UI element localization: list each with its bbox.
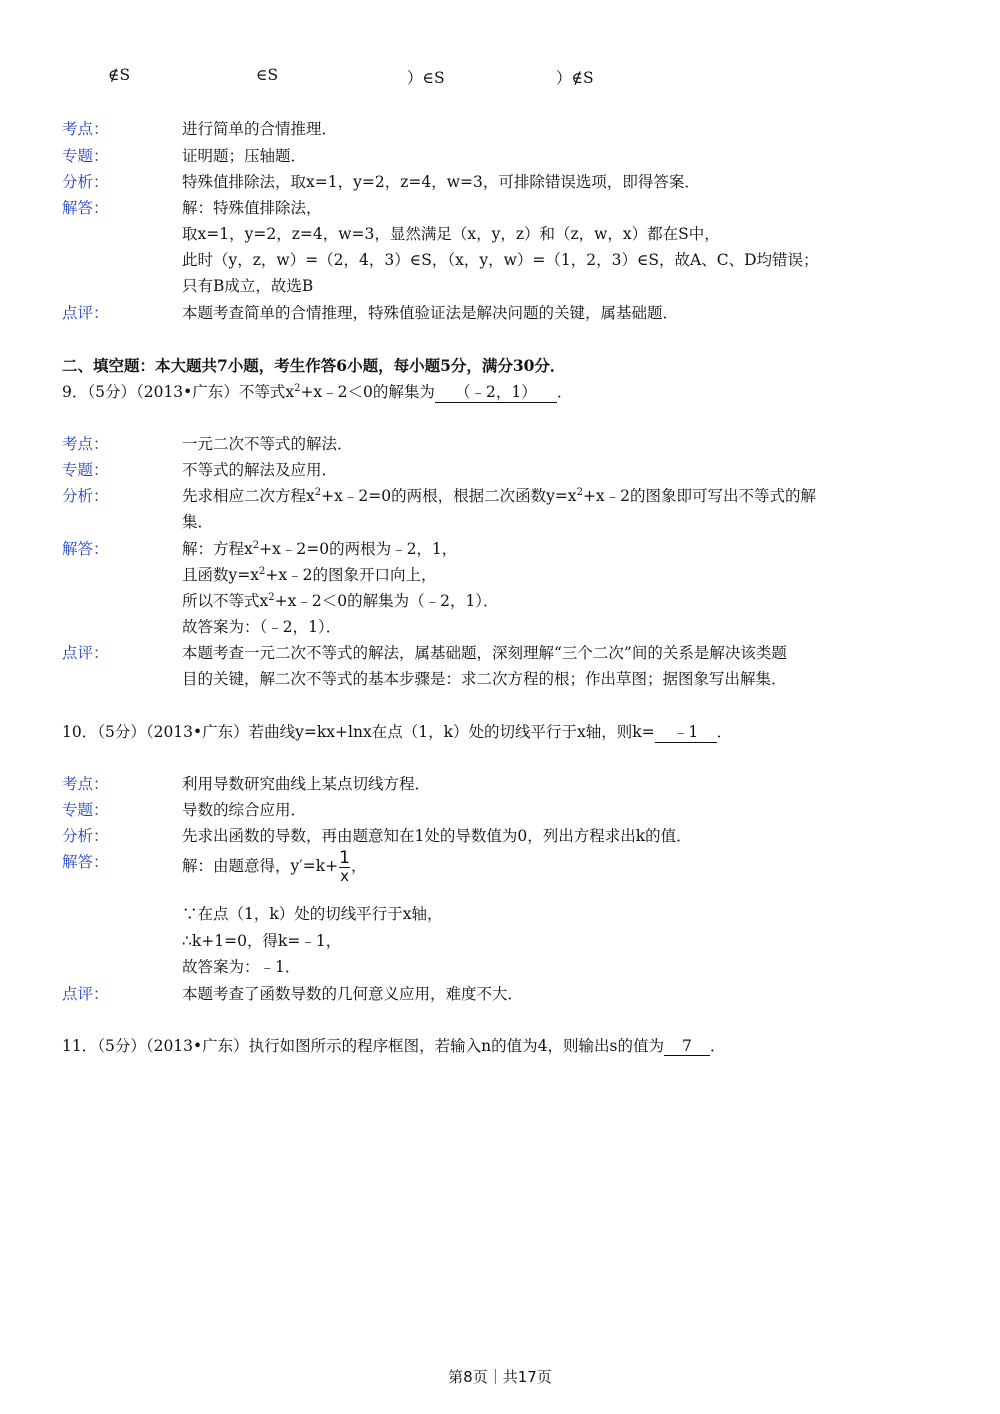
q8-zhuanti-label: 专题： — [62, 147, 109, 165]
q10-jieda-line: 解：由题意得，y′=k+ $\frac{1}{x}$ ， — [182, 848, 367, 885]
q10-dianping: 本题考查了函数导数的几何意义应用，难度不大． — [182, 985, 524, 1003]
option-b-tail: ∈S — [256, 66, 279, 84]
q9-jieda-line: 故答案为：（﹣2，1）． — [182, 618, 342, 636]
q8-kaodian: 进行简单的合情推理． — [182, 120, 338, 138]
q8-fenxi: 特殊值排除法，取x=1，y=2，z=4，w=3，可排除错误选项，即得答案． — [182, 173, 700, 191]
q10-answer: ﹣1 — [655, 720, 717, 743]
q9-fenxi-line: 先求相应二次方程$x^2+x﹣2=0$的两根，根据二次函数$y=x^2+x﹣2$的图象即可写出不等式的解 — [182, 487, 817, 505]
q9-dianping-label: 点评： — [62, 644, 109, 662]
q10-jieda-label: 解答： — [62, 853, 109, 871]
q11-answer: 7 — [664, 1037, 710, 1056]
q10-stem: 10．（5分）（2013•广东）若曲线y=kx+lnx在点（1，k）处的切线平行于x轴，则k= ﹣1 ． — [62, 720, 732, 743]
option-d-tail: ）∉S — [556, 69, 594, 87]
q8-jieda-line: 取x=1，y=2，z=4，w=3，显然满足（x，y，z）和（z，w，x）都在S中， — [182, 225, 720, 243]
q9-jieda-line: 所以不等式$x^2+x﹣2<0$的解集为（﹣2，1）． — [182, 592, 499, 610]
q9-kaodian: 一元二次不等式的解法． — [182, 435, 353, 453]
q8-zhuanti: 证明题；压轴题． — [182, 147, 307, 165]
q10-dianping-label: 点评： — [62, 985, 109, 1003]
q9-fenxi-line: 集． — [182, 513, 214, 531]
page-footer: 第8页｜共17页 — [448, 1368, 552, 1386]
q9-dianping-line: 目的关键，解二次不等式的基本步骤是：求二次方程的根；作出草图；据图象写出解集． — [182, 670, 787, 688]
q10-jieda-line: ∴k+1=0，得k=﹣1， — [182, 932, 342, 950]
q10-zhuanti: 导数的综合应用． — [182, 801, 307, 819]
q9-jieda-label: 解答： — [62, 540, 109, 558]
q8-jieda-line: 解：特殊值排除法， — [182, 199, 322, 217]
q11-stem: 11．（5分）（2013•广东）执行如图所示的程序框图，若输入n的值为4，则输出s的值为 7 ． — [62, 1037, 726, 1055]
q10-fenxi: 先求出函数的导数，再由题意知在1处的导数值为0，列出方程求出k的值． — [182, 827, 692, 845]
q9-zhuanti-label: 专题： — [62, 461, 109, 479]
section-heading: 二、填空题：本大题共7小题，考生作答6小题，每小题5分，满分30分． — [62, 356, 566, 375]
q8-dianping: 本题考查简单的合情推理，特殊值验证法是解决问题的关键，属基础题． — [182, 304, 679, 322]
q10-zhuanti-label: 专题： — [62, 801, 109, 819]
q9-answer: （﹣2，1） — [435, 380, 557, 403]
q8-kaodian-label: 考点： — [62, 120, 109, 138]
q9-kaodian-label: 考点： — [62, 435, 109, 453]
q10-kaodian-label: 考点： — [62, 775, 109, 793]
q10-jieda-line: 故答案为：﹣1． — [182, 958, 301, 976]
q9-fenxi-label: 分析： — [62, 487, 109, 505]
fraction-one-over-x: $\frac{1}{x}$ — [339, 848, 350, 885]
q8-jieda-line: 此时（y，z，w）=（2，4，3）∈S，（x，y，w）=（1，2，3）∈S，故A、C、D均错误； — [182, 251, 819, 269]
q9-zhuanti: 不等式的解法及应用． — [182, 461, 338, 479]
q9-dianping-line: 本题考查一元二次不等式的解法，属基础题，深刻理解“三个二次”间的关系是解决该类题 — [182, 644, 787, 662]
option-a-tail: ∉S — [108, 66, 131, 84]
q10-kaodian: 利用导数研究曲线上某点切线方程． — [182, 775, 431, 793]
q8-jieda-label: 解答： — [62, 199, 109, 217]
q8-fenxi-label: 分析： — [62, 173, 109, 191]
q8-dianping-label: 点评： — [62, 304, 109, 322]
q9-stem: 9．（5分）（2013•广东）不等式$x^2+x﹣2<0$的解集为 （﹣2，1） ． — [62, 380, 572, 403]
q10-jieda-line: ∵在点（1，k）处的切线平行于x轴， — [182, 905, 443, 923]
option-c-tail: ）∈S — [407, 69, 445, 87]
q8-jieda-line: 只有B成立，故选B — [182, 277, 314, 295]
q10-fenxi-label: 分析： — [62, 827, 109, 845]
q9-jieda-line: 且函数$y=x^2+x﹣2$的图象开口向上， — [182, 566, 437, 584]
q9-jieda-line: 解：方程$x^2+x﹣2=0$的两根为﹣2，1， — [182, 540, 458, 558]
